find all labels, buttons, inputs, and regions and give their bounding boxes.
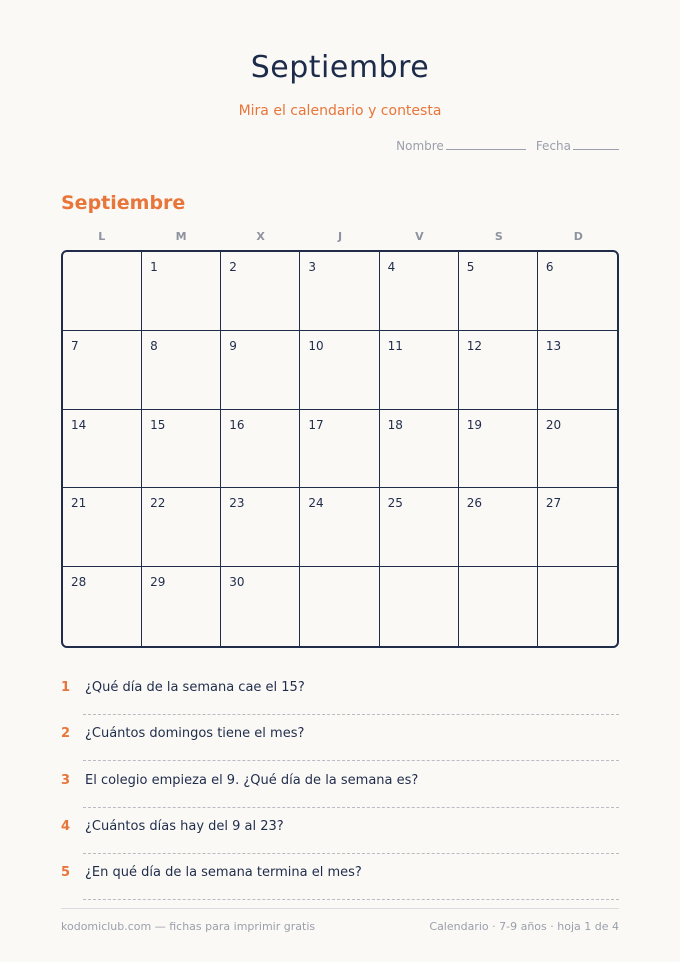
- calendar-day-cell: 10: [300, 331, 379, 410]
- calendar-day-cell: 7: [63, 331, 142, 410]
- date-label: Fecha: [535, 139, 571, 153]
- question-number: 4: [61, 818, 71, 834]
- calendar-day-cell: 18: [380, 410, 459, 489]
- weekday-label: S: [494, 230, 503, 243]
- calendar-day-cell: [459, 567, 538, 646]
- calendar-day-cell: 24: [300, 488, 379, 567]
- calendar-day-cell: 1: [142, 252, 221, 331]
- calendar-day-cell: 16: [221, 410, 300, 489]
- calendar-day-cell: [380, 567, 459, 646]
- calendar-day-cell: 11: [380, 331, 459, 410]
- answer-line[interactable]: [83, 807, 619, 808]
- name-field: [396, 139, 526, 153]
- question-item: [61, 769, 619, 815]
- answer-line[interactable]: [83, 760, 619, 761]
- weekday-label: M: [175, 230, 187, 243]
- date-field: [536, 139, 619, 153]
- question-number: 5: [61, 865, 71, 881]
- calendar-day-cell: 12: [459, 331, 538, 410]
- weekday-label: L: [98, 230, 106, 243]
- footer-divider: [61, 908, 619, 909]
- question-item: [61, 676, 619, 722]
- calendar-day-cell: 27: [538, 488, 617, 567]
- weekday-header-row: [62, 230, 618, 243]
- calendar-grid: [61, 250, 619, 648]
- calendar-month-heading: Septiembre: [61, 192, 186, 214]
- calendar-day-cell: 4: [380, 252, 459, 331]
- question-list: [61, 676, 619, 907]
- calendar-day-cell: 19: [459, 410, 538, 489]
- answer-line[interactable]: [83, 853, 619, 854]
- question-item: [61, 861, 619, 907]
- calendar-day-cell: 8: [142, 331, 221, 410]
- question-text: ¿Qué día de la semana cae el 15?: [85, 680, 305, 695]
- name-label: Nombre: [396, 139, 444, 153]
- name-blank-line: [446, 140, 526, 150]
- calendar-day-cell: 17: [300, 410, 379, 489]
- answer-line[interactable]: [83, 714, 619, 715]
- calendar-day-cell: 14: [63, 410, 142, 489]
- calendar-day-cell: 21: [63, 488, 142, 567]
- weekday-label: J: [337, 230, 343, 243]
- calendar-day-cell: 5: [459, 252, 538, 331]
- answer-line[interactable]: [83, 899, 619, 900]
- calendar-day-cell: [63, 252, 142, 331]
- question-text: ¿En qué día de la semana termina el mes?: [85, 865, 362, 881]
- page-subtitle: Mira el calendario y contesta: [238, 103, 442, 119]
- weekday-label: V: [415, 230, 424, 243]
- date-blank-line: [573, 140, 619, 150]
- calendar-day-cell: 9: [221, 331, 300, 410]
- page-title: Septiembre: [250, 50, 430, 85]
- calendar-day-cell: 30: [221, 567, 300, 646]
- footer-site-text: kodomiclub.com — fichas para imprimir gratis: [61, 920, 316, 933]
- calendar-day-cell: [538, 567, 617, 646]
- calendar-day-cell: 23: [221, 488, 300, 567]
- footer-sheet-info: Calendario · 7-9 años · hoja 1 de 4: [429, 920, 619, 933]
- weekday-label: X: [256, 230, 265, 243]
- question-text: El colegio empieza el 9. ¿Qué día de la semana es?: [85, 772, 419, 788]
- calendar-day-cell: 20: [538, 410, 617, 489]
- name-date-fields: [396, 139, 619, 153]
- question-number: 3: [61, 772, 71, 788]
- calendar-day-cell: 3: [300, 252, 379, 331]
- question-item: [61, 815, 619, 861]
- calendar-day-cell: 28: [63, 567, 142, 646]
- calendar-day-cell: 6: [538, 252, 617, 331]
- calendar-day-cell: 26: [459, 488, 538, 567]
- calendar-day-cell: 22: [142, 488, 221, 567]
- question-item: [61, 722, 619, 768]
- calendar-day-cell: 15: [142, 410, 221, 489]
- question-text: ¿Cuántos domingos tiene el mes?: [85, 726, 305, 742]
- calendar-day-cell: 29: [142, 567, 221, 646]
- question-number: 1: [61, 680, 71, 695]
- question-number: 2: [61, 726, 71, 742]
- calendar-day-cell: 25: [380, 488, 459, 567]
- calendar-day-cell: 13: [538, 331, 617, 410]
- calendar-day-cell: [300, 567, 379, 646]
- calendar-day-cell: 2: [221, 252, 300, 331]
- weekday-label: D: [573, 230, 583, 243]
- question-text: ¿Cuántos días hay del 9 al 23?: [85, 818, 284, 834]
